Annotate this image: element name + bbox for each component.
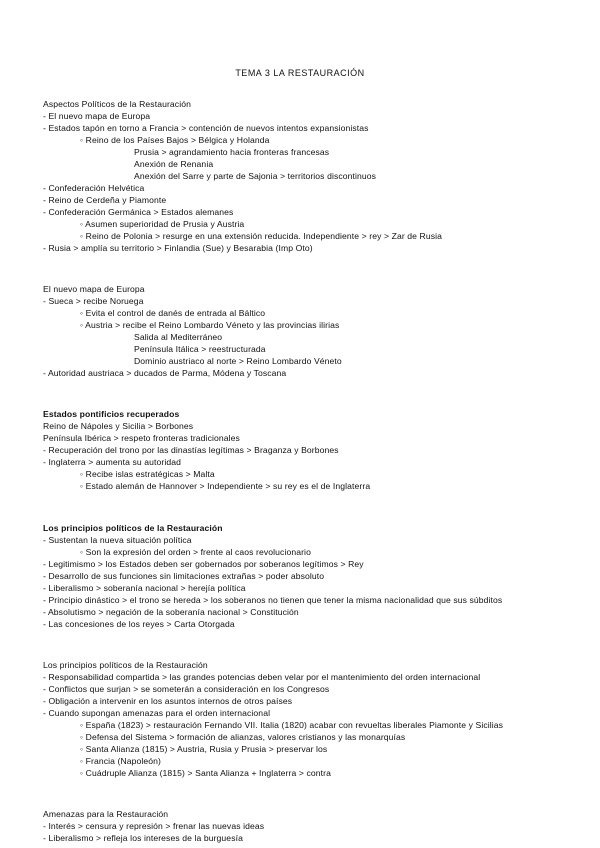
text-line: Amenazas para la Restauración	[43, 808, 169, 819]
section-heading: Los principios políticos de la Restauración	[43, 522, 223, 533]
text-line: - Autoridad austriaca > ducados de Parma, Módena y Toscana	[43, 368, 287, 379]
spacer	[43, 501, 573, 513]
page-title: TEMA 3 LA RESTAURACIÓN	[235, 68, 365, 78]
text-line: ◦ España (1823) > restauración Fernando VII. Italia (1820) acabar con revueltas liberales Piamonte y Sicilias	[80, 719, 504, 730]
text-line: - Cuando supongan amenazas para el orden internacional	[43, 707, 271, 718]
text-line: - Estados tapón en torno a Francia > contención de nuevos intentos expansionistas	[43, 123, 369, 133]
text-line: - Rusia > amplía su territorio > Finlandia (Sue) y Besarabia (Imp Oto)	[43, 243, 313, 253]
text-line: ◦ Defensa del Sistema > formación de alianzas, valores cristianos y las monarquías	[80, 731, 406, 742]
spacer	[43, 638, 573, 650]
text-line: Anexión de Renania	[134, 159, 214, 169]
text-line: ◦ Santa Alianza (1815) > Austria, Rusia y Prusia > preservar los	[80, 743, 328, 754]
text-line: Península Ibérica > respeto fronteras tradicionales	[43, 433, 240, 444]
text-line: ◦ Son la expresión del orden > frente al caos revolucionario	[80, 546, 311, 557]
text-line: - Absolutismo > negación de la soberanía nacional > Constitución	[43, 606, 299, 617]
text-line: - Liberalismo > refleja los intereses de la burguesía	[43, 832, 243, 843]
text-line: ◦ Estado alemán de Hannover > Independiente > su rey es el de Inglaterra	[80, 481, 371, 492]
spacer	[43, 787, 573, 799]
text-line: Prusia > agrandamiento hacia fronteras francesas	[134, 147, 330, 157]
text-line: Anexión del Sarre y parte de Sajonia > territorios discontinuos	[134, 171, 377, 181]
text-line: - Principio dinástico > el trono se hereda > los soberanos no tienen que tener la misma nacionalidad que sus súbditos	[43, 594, 503, 605]
text-line: ◦ Asumen superioridad de Prusia y Austria	[80, 219, 245, 229]
text-line: Reino de Nápoles y Sicilia > Borbones	[43, 421, 194, 432]
text-line: - Confederación Germánica > Estados alemanes	[43, 207, 234, 217]
text-line: ◦ Reino de Polonia > resurge en una extensión reducida. Independiente > rey > Zar de Rusia	[80, 231, 442, 241]
text-line: - Desarrollo de sus funciones sin limitaciones extrañas > poder absoluto	[43, 570, 325, 581]
text-line: - El nuevo mapa de Europa	[43, 111, 151, 121]
text-line: - Sustentan la nueva situación política	[43, 534, 192, 545]
text-line: - Responsabilidad compartida > las grandes potencias deben velar por el mantenimiento del orden internacional	[43, 671, 481, 682]
text-line: El nuevo mapa de Europa	[43, 284, 145, 295]
spacer	[43, 263, 573, 275]
document-body	[43, 98, 573, 844]
text-line: - Legitimismo > los Estados deben ser gobernados por soberanos legítimos > Rey	[43, 558, 364, 569]
text-line: ◦ Recibe islas estratégicas > Malta	[80, 469, 215, 480]
spacer	[43, 388, 573, 400]
text-line: ◦ Austria > recibe el Reino Lombardo Véneto y las provincias ilirias	[80, 320, 340, 331]
text-line: Aspectos Políticos de la Restauración	[43, 99, 191, 109]
text-line: ◦ Evita el control de danés de entrada al Báltico	[80, 308, 266, 319]
text-line: - Liberalismo > soberanía nacional > herejía política	[43, 582, 246, 593]
text-line: - Conflictos que surjan > se someterán a consideración en los Congresos	[43, 683, 330, 694]
text-line: - Inglaterra > aumenta su autoridad	[43, 457, 181, 468]
text-line: - Interés > censura y represión > frenar las nuevas ideas	[43, 820, 265, 831]
text-line: ◦ Francia (Napoleón)	[80, 755, 161, 766]
text-line: Salida al Mediterráneo	[134, 332, 223, 343]
text-line: ◦ Cuádruple Alianza (1815) > Santa Alianza + Inglaterra > contra	[80, 767, 331, 778]
text-line: - Confederación Helvética	[43, 183, 145, 193]
text-line: - Recuperación del trono por las dinastías legítimas > Braganza y Borbones	[43, 445, 339, 456]
text-line: - Obligación a intervenir en los asuntos internos de otros países	[43, 695, 293, 706]
text-line: Los principios políticos de la Restauración	[43, 659, 208, 670]
text-line: - Sueca > recibe Noruega	[43, 296, 144, 307]
text-line: Dominio austriaco al norte > Reino Lombardo Véneto	[134, 356, 342, 367]
section-heading: Estados pontificios recuperados	[43, 409, 180, 420]
text-line: - Las concesiones de los reyes > Carta Otorgada	[43, 618, 235, 629]
text-line: Península Itálica > reestructurada	[134, 344, 266, 355]
text-line: - Reino de Cerdeña y Piamonte	[43, 195, 167, 205]
text-line: ◦ Reino de los Países Bajos > Bélgica y Holanda	[80, 135, 270, 145]
